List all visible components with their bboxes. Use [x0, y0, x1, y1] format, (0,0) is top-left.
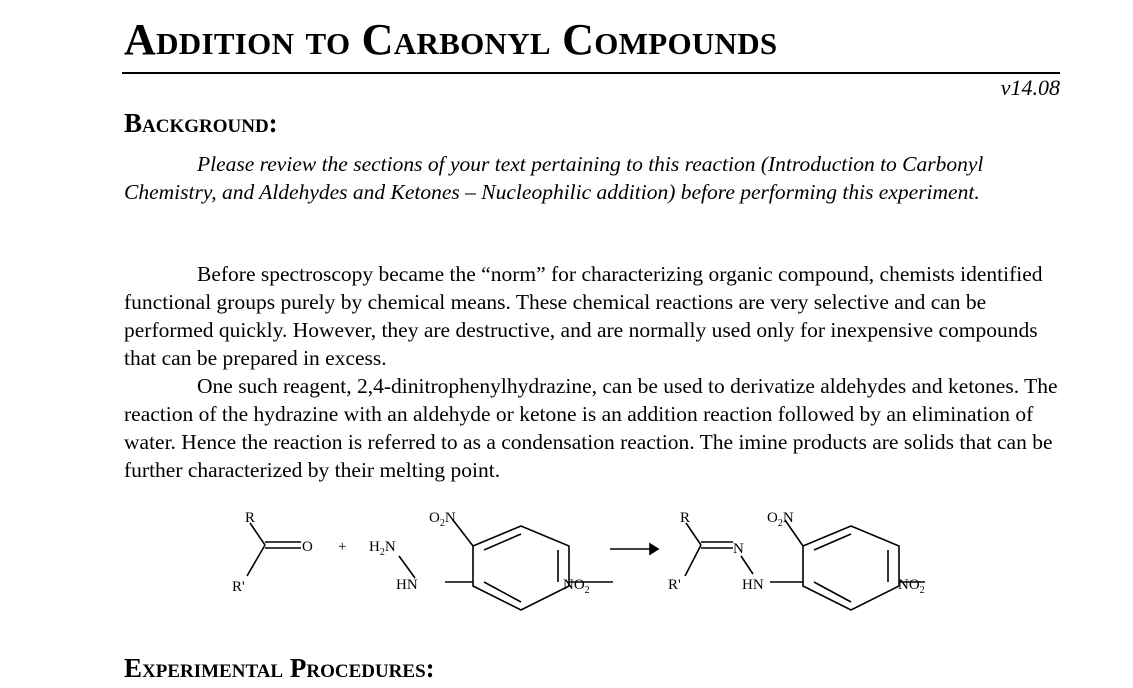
- intro-paragraph: [124, 150, 1064, 206]
- product-hn-label: HN: [742, 577, 764, 593]
- intro-text: Please review the sections of your text pertaining to this reaction (Introduction to Carbonyl Chemistry, and Aldehydes and Ketones – Nucleophilic addition) before performing this experiment.: [124, 152, 984, 204]
- no2-label: $NO_2$: [563, 577, 590, 596]
- oxygen-label: O: [302, 539, 313, 555]
- reaction-scheme: [225, 506, 965, 624]
- o2n-label: $O_2N$: [429, 510, 456, 529]
- product-r-label: R: [680, 510, 691, 526]
- product-o2n-label: $O_2N$: [767, 510, 794, 529]
- r-label: R: [245, 510, 256, 526]
- hn-label: HN: [396, 577, 418, 593]
- product-no2-label: $NO_2$: [898, 577, 925, 596]
- amine-label: $H_2N$: [369, 539, 396, 558]
- page-title: Addition to Carbonyl Compounds: [124, 15, 778, 64]
- version-label: v14.08: [1000, 75, 1060, 100]
- imine-n-label: N: [733, 541, 744, 557]
- paragraph-1: Before spectroscopy became the “norm” for characterizing organic compound, chemists identified functional groups purely by chemical means. These chemical reactions are very selective and can be performed quickly. However, they are destructive, and are normally used only for inexpensive compounds that can be prepared in excess.: [124, 262, 1043, 370]
- experimental-heading: Experimental Procedures:: [124, 653, 435, 683]
- plus-sign: +: [338, 539, 347, 555]
- background-heading: Background:: [124, 108, 278, 138]
- r-prime-label: R': [232, 579, 245, 595]
- product-r-prime-label: R': [668, 577, 681, 593]
- title-rule: [122, 72, 1060, 74]
- background-body: [124, 260, 1064, 484]
- paragraph-2: One such reagent, 2,4-dinitrophenylhydrazine, can be used to derivatize aldehydes and ketones. The reaction of the hydrazine with an aldehyde or ketone is an addition reaction followed by an elimination of water. Hence the reaction is referred to as a condensation reaction. The imine products are solids that can be further characterized by their melting point.: [124, 374, 1058, 482]
